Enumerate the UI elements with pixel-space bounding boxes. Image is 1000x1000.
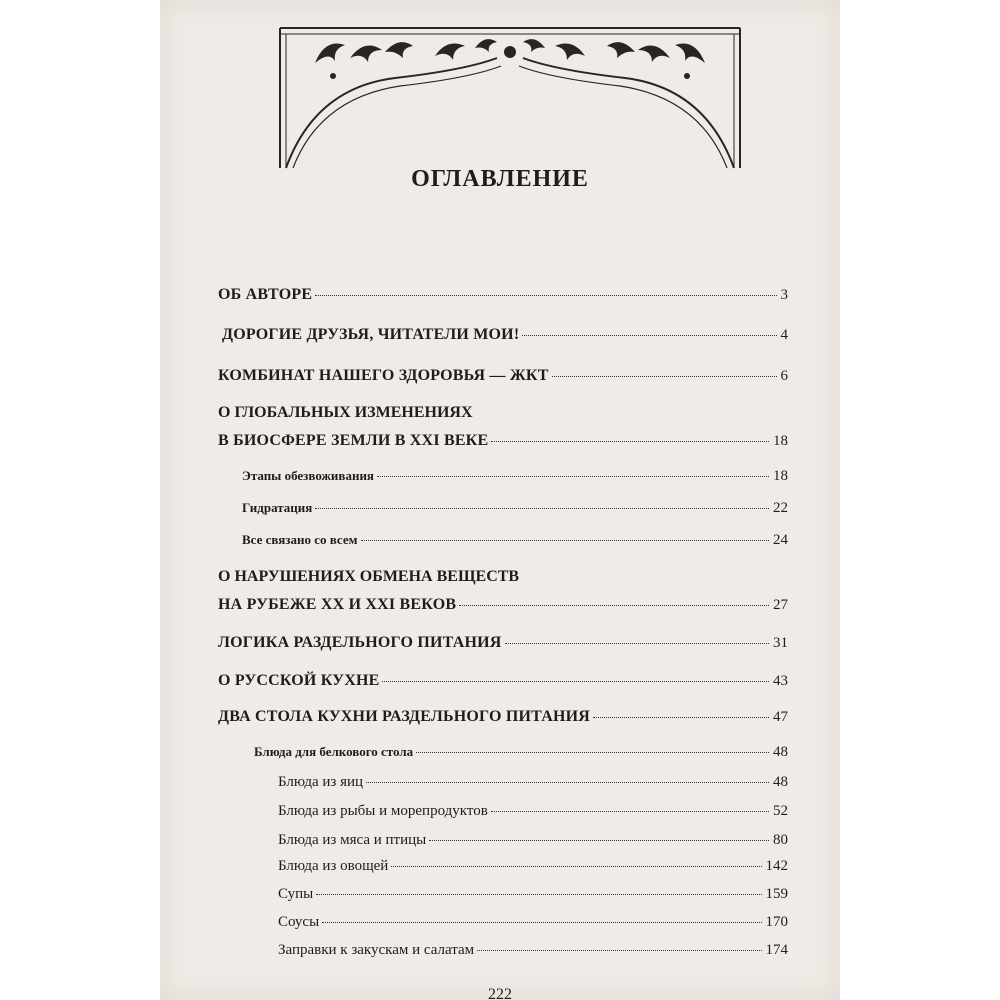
toc-entry-title: ДОРОГИЕ ДРУЗЬЯ, ЧИТАТЕЛИ МОИ!	[222, 326, 520, 343]
toc-entry-page: 22	[773, 500, 788, 516]
dot-leader	[429, 840, 769, 841]
toc-entry[interactable]	[278, 858, 788, 875]
toc-entry-title: КОМБИНАТ НАШЕГО ЗДОРОВЬЯ — ЖКТ	[218, 367, 549, 384]
toc-entry-title: НА РУБЕЖЕ XX И XXI ВЕКОВ	[218, 596, 457, 613]
toc-entry-page: 31	[773, 635, 788, 651]
toc-entry-page: 52	[773, 803, 788, 819]
dot-leader	[382, 681, 769, 682]
toc-entry-title: О РУССКОЙ КУХНЕ	[218, 672, 380, 689]
table-of-contents	[160, 0, 840, 1000]
toc-entry-page: 80	[773, 832, 788, 848]
dot-leader	[377, 476, 769, 477]
toc-entry-page: 48	[773, 774, 788, 790]
toc-entry-page: 4	[780, 327, 788, 343]
dot-leader	[491, 441, 769, 442]
toc-entry-page: 47	[773, 709, 788, 725]
toc-entry-title: Гидратация	[242, 500, 313, 515]
dot-leader	[315, 295, 776, 296]
toc-entry[interactable]	[278, 803, 788, 820]
toc-entry[interactable]	[254, 744, 788, 761]
dot-leader	[593, 717, 769, 718]
dot-leader	[322, 922, 761, 923]
toc-entry-page: 159	[765, 886, 788, 902]
toc-entry-title: Заправки к закускам и салатам	[278, 942, 475, 958]
toc-entry-page: 24	[773, 532, 788, 548]
toc-entry-page: 170	[765, 914, 788, 930]
toc-entry[interactable]	[278, 832, 788, 849]
toc-entry-title: ДВА СТОЛА КУХНИ РАЗДЕЛЬНОГО ПИТАНИЯ	[218, 708, 591, 725]
toc-entry[interactable]	[222, 326, 788, 344]
toc-entry[interactable]	[218, 367, 788, 385]
toc-entry-title: Этапы обезвоживания	[242, 468, 374, 483]
toc-entry-page: 3	[780, 287, 788, 303]
toc-entry[interactable]	[278, 942, 788, 959]
toc-heading: ОГЛАВЛЕНИЕ	[411, 166, 589, 192]
toc-entry[interactable]	[242, 500, 788, 517]
dot-leader	[522, 335, 776, 336]
toc-entry[interactable]	[278, 774, 788, 791]
dot-leader	[416, 752, 769, 753]
toc-entry-title: Супы	[278, 886, 314, 902]
toc-entry-page: 18	[773, 468, 788, 484]
toc-entry[interactable]	[278, 886, 788, 903]
toc-entry-title: Блюда из рыбы и морепродуктов	[278, 803, 488, 819]
toc-entry-page: 18	[773, 433, 788, 449]
dot-leader	[552, 376, 777, 377]
toc-entry-title: ЛОГИКА РАЗДЕЛЬНОГО ПИТАНИЯ	[218, 634, 502, 651]
dot-leader	[459, 605, 769, 606]
toc-entry	[218, 596, 788, 614]
toc-entry	[218, 432, 788, 450]
toc-entry-page: 6	[780, 368, 788, 384]
toc-entry-title: Блюда из мяса и птицы	[278, 832, 427, 848]
toc-entry-page: 174	[765, 942, 788, 958]
toc-entry-title: Все связано со всем	[242, 532, 358, 547]
dot-leader	[361, 540, 770, 541]
page-number: 222	[488, 986, 512, 1000]
dot-leader	[316, 894, 761, 895]
toc-entry-title: Блюда для белкового стола	[254, 744, 414, 759]
toc-entry-title-line1: О ГЛОБАЛЬНЫХ ИЗМЕНЕНИЯХ	[218, 404, 473, 421]
toc-entry[interactable]	[242, 532, 788, 549]
toc-entry-title: Блюда из яиц	[278, 774, 364, 790]
toc-entry-title: В БИОСФЕРЕ ЗЕМЛИ В XXI ВЕКЕ	[218, 432, 489, 449]
toc-entry-title: Соусы	[278, 914, 320, 930]
toc-entry-page: 43	[773, 673, 788, 689]
dot-leader	[391, 866, 761, 867]
toc-entry[interactable]	[278, 914, 788, 931]
toc-entry-title-line1: О НАРУШЕНИЯХ ОБМЕНА ВЕЩЕСТВ	[218, 568, 520, 585]
toc-entry-page: 27	[773, 597, 788, 613]
toc-entry[interactable]	[242, 468, 788, 485]
toc-entry[interactable]	[218, 286, 788, 304]
toc-entry[interactable]	[218, 708, 788, 726]
toc-entry[interactable]	[218, 672, 788, 690]
toc-entry[interactable]	[218, 634, 788, 652]
dot-leader	[491, 811, 769, 812]
dot-leader	[477, 950, 761, 951]
toc-entry-page: 48	[773, 744, 788, 760]
dot-leader	[505, 643, 769, 644]
dot-leader	[366, 782, 769, 783]
toc-entry-title: ОБ АВТОРЕ	[218, 286, 313, 303]
book-page	[160, 0, 840, 1000]
toc-entry-page: 142	[765, 858, 788, 874]
dot-leader	[315, 508, 769, 509]
toc-entry-title: Блюда из овощей	[278, 858, 389, 874]
